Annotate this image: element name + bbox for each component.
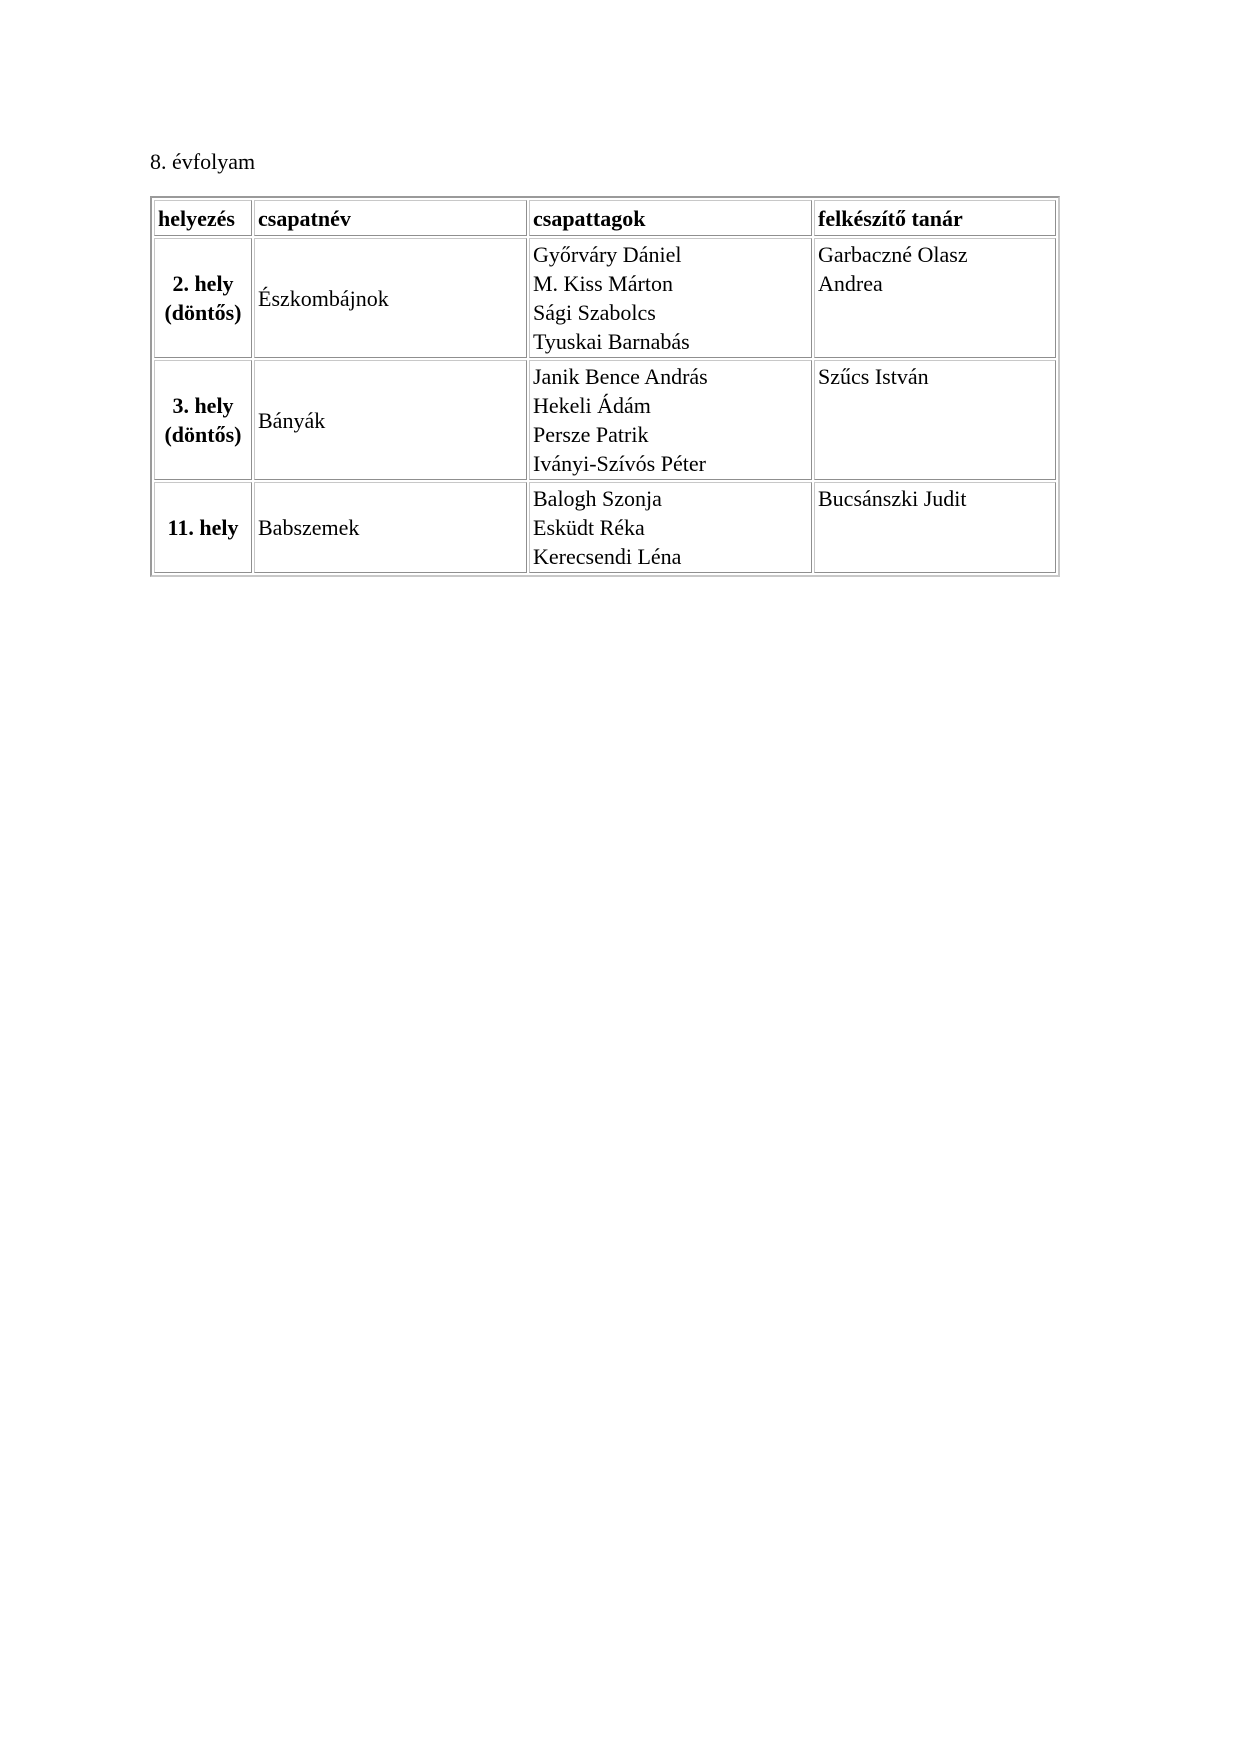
team-member: Tyuskai Barnabás — [533, 329, 690, 354]
team-member: Hekeli Ádám — [533, 393, 651, 418]
team-member: M. Kiss Márton — [533, 271, 673, 296]
teacher-name: Bucsánszki Judit — [818, 486, 967, 511]
teacher-name: Garbaczné Olasz — [818, 242, 968, 267]
placement-text: 3. hely — [172, 393, 234, 418]
header-team-members: csapattagok — [529, 200, 812, 236]
header-placement: helyezés — [154, 200, 252, 236]
teacher-cell — [814, 482, 1056, 573]
teacher-cell — [814, 360, 1056, 480]
team-member: Balogh Szonja — [533, 486, 662, 511]
team-member: Janik Bence András — [533, 364, 708, 389]
team-members-cell — [529, 360, 812, 480]
table-row — [154, 482, 1056, 573]
table-row — [154, 238, 1056, 358]
header-teacher: felkészítő tanár — [814, 200, 1056, 236]
placement-text: 11. hely — [167, 515, 239, 540]
team-member: Iványi-Szívós Péter — [533, 451, 706, 476]
teacher-name: Andrea — [818, 271, 883, 296]
team-member: Győrváry Dániel — [533, 242, 682, 267]
header-team-name: csapatnév — [254, 200, 527, 236]
team-name-cell: Bányák — [254, 360, 527, 480]
placement-note: (döntős) — [164, 300, 242, 325]
teacher-name: Szűcs István — [818, 364, 929, 389]
document-page — [150, 148, 1060, 577]
team-name-cell: Babszemek — [254, 482, 527, 573]
table-header-row — [154, 200, 1056, 236]
placement-note: (döntős) — [164, 422, 242, 447]
results-table — [150, 196, 1060, 577]
grade-heading: 8. évfolyam — [150, 149, 256, 174]
team-member: Sági Szabolcs — [533, 300, 656, 325]
placement-cell — [154, 238, 252, 358]
placement-cell — [154, 482, 252, 573]
table-row — [154, 360, 1056, 480]
team-member: Persze Patrik — [533, 422, 649, 447]
team-members-cell — [529, 482, 812, 573]
team-member: Esküdt Réka — [533, 515, 645, 540]
team-member: Kerecsendi Léna — [533, 544, 682, 569]
placement-text: 2. hely — [172, 271, 234, 296]
team-members-cell — [529, 238, 812, 358]
placement-cell — [154, 360, 252, 480]
teacher-cell — [814, 238, 1056, 358]
team-name-cell: Észkombájnok — [254, 238, 527, 358]
